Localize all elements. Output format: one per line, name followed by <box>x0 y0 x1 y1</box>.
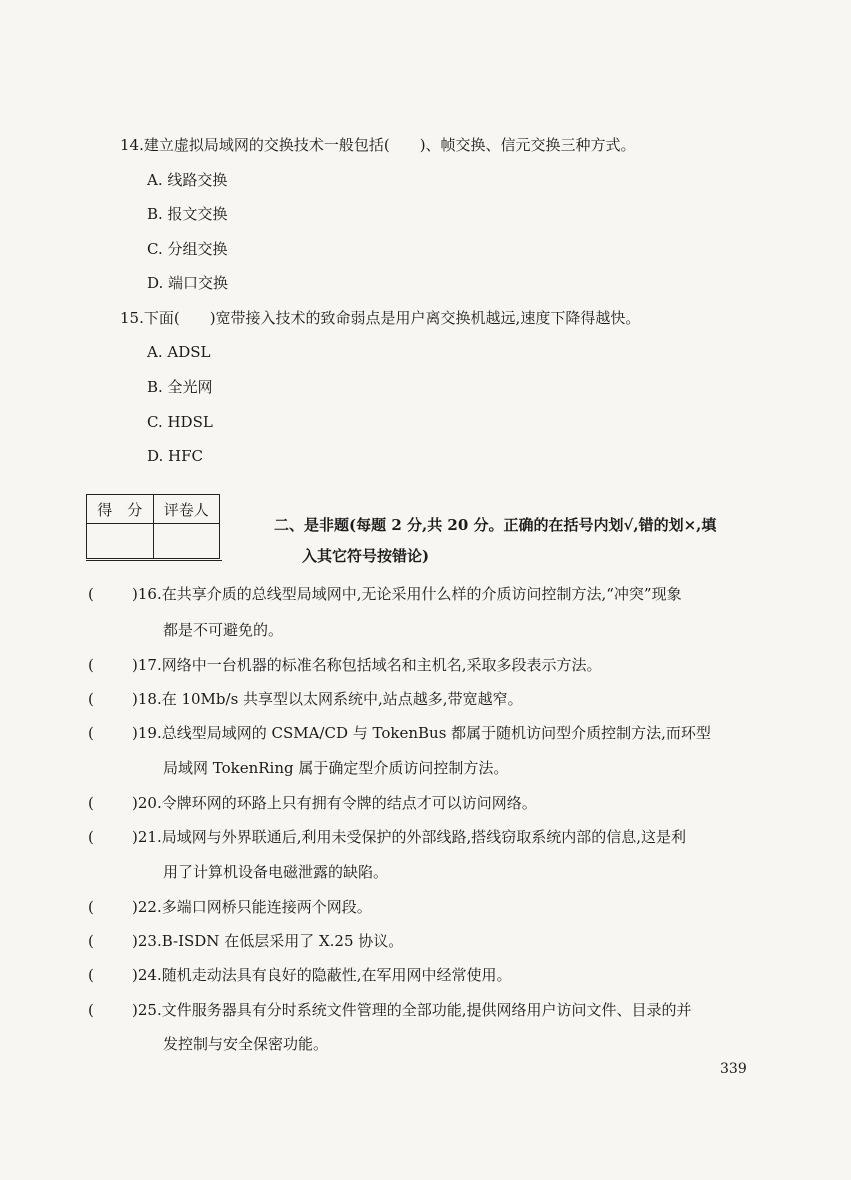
judge-20-paren: ( <box>88 794 94 812</box>
judge-21-text: )21.局域网与外界联通后,利用未受保护的外部线路,搭线窃取系统内部的信息,这是利 <box>132 828 687 846</box>
judge-19-text: )19.总线型局域网的 CSMA/CD 与 TokenBus 都属于随机访问型介质控制方法,而环型 <box>132 724 711 742</box>
judge-24-paren: ( <box>88 966 94 984</box>
question-14-option-b: B. 报文交换 <box>147 205 228 223</box>
page-number: 339 <box>720 1061 747 1077</box>
question-14-stem: 14.建立虚拟局域网的交换技术一般包括( )、帧交换、信元交换三种方式。 <box>120 136 636 154</box>
judge-25-cont: 发控制与安全保密功能。 <box>163 1035 329 1053</box>
question-15-option-d: D. HFC <box>147 447 203 465</box>
question-15-stem: 15.下面( )宽带接入技术的致命弱点是用户离交换机越远,速度下降得越快。 <box>120 309 641 327</box>
question-15-option-a: A. ADSL <box>147 343 211 361</box>
judge-23-paren: ( <box>88 932 94 950</box>
score-box-underline <box>86 560 222 561</box>
judge-16-text: )16.在共享介质的总线型局域网中,无论采用什么样的介质访问控制方法,“冲突”现象 <box>132 585 682 603</box>
judge-22-paren: ( <box>88 898 94 916</box>
judge-22-text: )22.多端口网桥只能连接两个网段。 <box>132 898 372 916</box>
section-2-title-cont: 入其它符号按错论) <box>302 547 430 565</box>
judge-17-paren: ( <box>88 656 94 674</box>
question-14-option-c: C. 分组交换 <box>147 240 228 258</box>
question-14-option-d: D. 端口交换 <box>147 274 229 292</box>
judge-17-text: )17.网络中一台机器的标准名称包括域名和主机名,采取多段表示方法。 <box>132 656 602 674</box>
judge-25-text: )25.文件服务器具有分时系统文件管理的全部功能,提供网络用户访问文件、目录的并 <box>132 1001 692 1019</box>
question-15-option-b: B. 全光网 <box>147 378 213 396</box>
grader-cell <box>153 524 220 559</box>
judge-23-text: )23.B-ISDN 在低层采用了 X.25 协议。 <box>132 932 404 950</box>
judge-19-cont: 局域网 TokenRing 属于确定型介质访问控制方法。 <box>163 759 509 777</box>
judge-18-text: )18.在 10Mb/s 共享型以太网系统中,站点越多,带宽越窄。 <box>132 690 523 708</box>
score-cell <box>87 524 154 559</box>
judge-21-cont: 用了计算机设备电磁泄露的缺陷。 <box>163 863 389 881</box>
judge-25-paren: ( <box>88 1001 94 1019</box>
score-label: 得 分 <box>87 495 154 524</box>
judge-24-text: )24.随机走动法具有良好的隐蔽性,在军用网中经常使用。 <box>132 966 512 984</box>
judge-16-paren: ( <box>88 585 94 603</box>
section-2-title: 二、是非题(每题 2 分,共 20 分。正确的在括号内划√,错的划×,填 <box>274 516 717 534</box>
question-15-option-c: C. HDSL <box>147 413 213 431</box>
judge-20-text: )20.令牌环网的环路上只有拥有令牌的结点才可以访问网络。 <box>132 794 537 812</box>
question-14-option-a: A. 线路交换 <box>147 171 228 189</box>
judge-18-paren: ( <box>88 690 94 708</box>
judge-16-cont: 都是不可避免的。 <box>163 621 284 639</box>
judge-21-paren: ( <box>88 828 94 846</box>
score-box <box>86 494 220 559</box>
judge-19-paren: ( <box>88 724 94 742</box>
grader-label: 评卷人 <box>153 495 220 524</box>
